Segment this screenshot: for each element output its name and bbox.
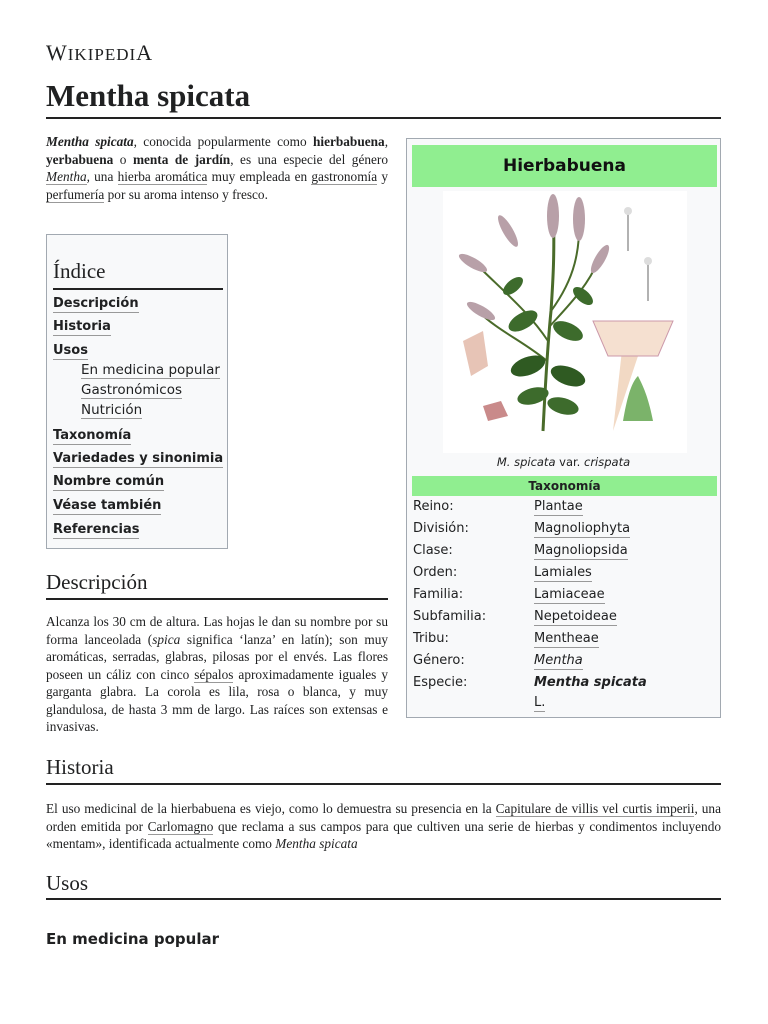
table-of-contents (46, 234, 228, 549)
taxo-row-genero: Género: Mentha (413, 653, 583, 668)
link-carlomagno[interactable]: Carlomagno (147, 818, 214, 834)
toc-item-descripcion[interactable]: Descripción (53, 296, 139, 311)
descripcion-paragraph: Alcanza los 30 cm de altura. Las hojas le dan su nombre por su forma lanceolada (spica significa ‘lanza’ en latín); son muy aromáticas, serradas, glabras, pilosas por el envés. Las flores poseen un cáliz con cinco sépalos aproximadamente iguales y garganta glabra. La corola es lila, rosa o blanca, y muy glandulosa, de hasta 3 mm de largo. Las raíces son extensas e invasivas. (46, 614, 388, 734)
link-magnoliopsida[interactable]: Magnoliopsida (534, 543, 628, 558)
plant-illustration[interactable] (443, 191, 687, 453)
link-sepalos[interactable]: sépalos (194, 666, 234, 682)
taxo-row-orden: Orden: Lamiales (413, 565, 592, 580)
toc-item-historia[interactable]: Historia (53, 319, 111, 334)
taxonomy-header: Taxonomía (412, 476, 717, 496)
toc-item-vease-tambien[interactable]: Véase también (53, 498, 162, 513)
link-perfumeria[interactable]: perfumería (46, 186, 105, 202)
link-linnaeus[interactable]: L. (534, 695, 546, 710)
taxo-row-especie: Especie: Mentha spicata (413, 675, 647, 690)
lead-paragraph: Mentha spicata, conocida popularmente como hierbabuena, yerbabuena o menta de jardín, es una especie del género Mentha, una hierba aromática muy empleada en gastronomía y perfumería por su aroma intenso y fresco. (46, 134, 389, 202)
heading-descripcion: Descripción (46, 570, 148, 594)
link-lamiaceae[interactable]: Lamiaceae (534, 587, 605, 602)
toc-item-referencias[interactable]: Referencias (53, 522, 140, 537)
taxobox-title: Hierbabuena (412, 145, 717, 187)
toc-subitem-gastronomicos[interactable]: Gastronómicos (81, 382, 183, 398)
toc-item-nombre-comun[interactable]: Nombre común (53, 474, 165, 489)
image-caption: M. spicata var. crispata (496, 455, 631, 469)
link-mentha[interactable]: Mentha (46, 169, 87, 184)
toc-item-taxonomia[interactable]: Taxonomía (53, 428, 132, 443)
page-title: Mentha spicata (46, 78, 251, 113)
wikipedia-wordmark[interactable]: WIKIPEDIA (46, 40, 154, 65)
taxo-row-division: División: Magnoliophyta (413, 521, 631, 536)
species-name: Mentha spicata (534, 675, 647, 690)
link-gastronomia[interactable]: gastronomía (311, 169, 378, 184)
link-lamiales[interactable]: Lamiales (534, 565, 592, 580)
taxo-row-familia: Familia: Lamiaceae (413, 587, 605, 602)
link-magnoliophyta[interactable]: Magnoliophyta (534, 521, 631, 536)
heading-historia-divider (46, 783, 721, 785)
toc-subitem-nutricion[interactable]: Nutrición (81, 402, 143, 418)
taxo-row-reino: Reino: Plantae (413, 499, 583, 514)
title-divider (46, 117, 721, 119)
heading-medicina-popular: En medicina popular (46, 930, 220, 948)
taxo-row-subfamilia: Subfamilia: Nepetoideae (413, 609, 617, 624)
taxo-row-clase: Clase: Magnoliopsida (413, 543, 628, 558)
heading-descripcion-divider (46, 598, 388, 600)
taxo-row-author (413, 695, 713, 717)
toc-divider (53, 288, 223, 290)
heading-usos-divider (46, 898, 721, 900)
link-capitulare-de-villis[interactable]: Capitulare de villis vel curtis imperii (495, 801, 695, 816)
heading-usos: Usos (46, 871, 89, 895)
taxo-row-tribu: Tribu: Mentheae (413, 631, 599, 646)
toc-title: Índice (53, 259, 106, 283)
toc-item-usos[interactable]: Usos (53, 343, 88, 358)
link-plantae[interactable]: Plantae (534, 499, 583, 514)
link-nepetoideae[interactable]: Nepetoideae (534, 609, 617, 624)
link-hierba-aromatica[interactable]: hierba aromática (117, 169, 208, 184)
historia-paragraph: El uso medicinal de la hierbabuena es viejo, como lo demuestra su presencia en la Capitulare de villis vel curtis imperii, una orden emitida por Carlomagno que reclama a sus campos para que cultiven una serie de hierbas y condimentos incluyendo «mentam», identificada actualmente como Mentha spicata (46, 801, 721, 851)
link-mentheae[interactable]: Mentheae (534, 631, 599, 646)
taxobox (406, 138, 721, 718)
toc-item-variedades[interactable]: Variedades y sinonimia (53, 451, 224, 466)
link-mentha-genus[interactable]: Mentha (534, 653, 583, 668)
heading-historia: Historia (46, 755, 114, 779)
toc-subitem-medicina-popular[interactable]: En medicina popular (81, 362, 220, 378)
